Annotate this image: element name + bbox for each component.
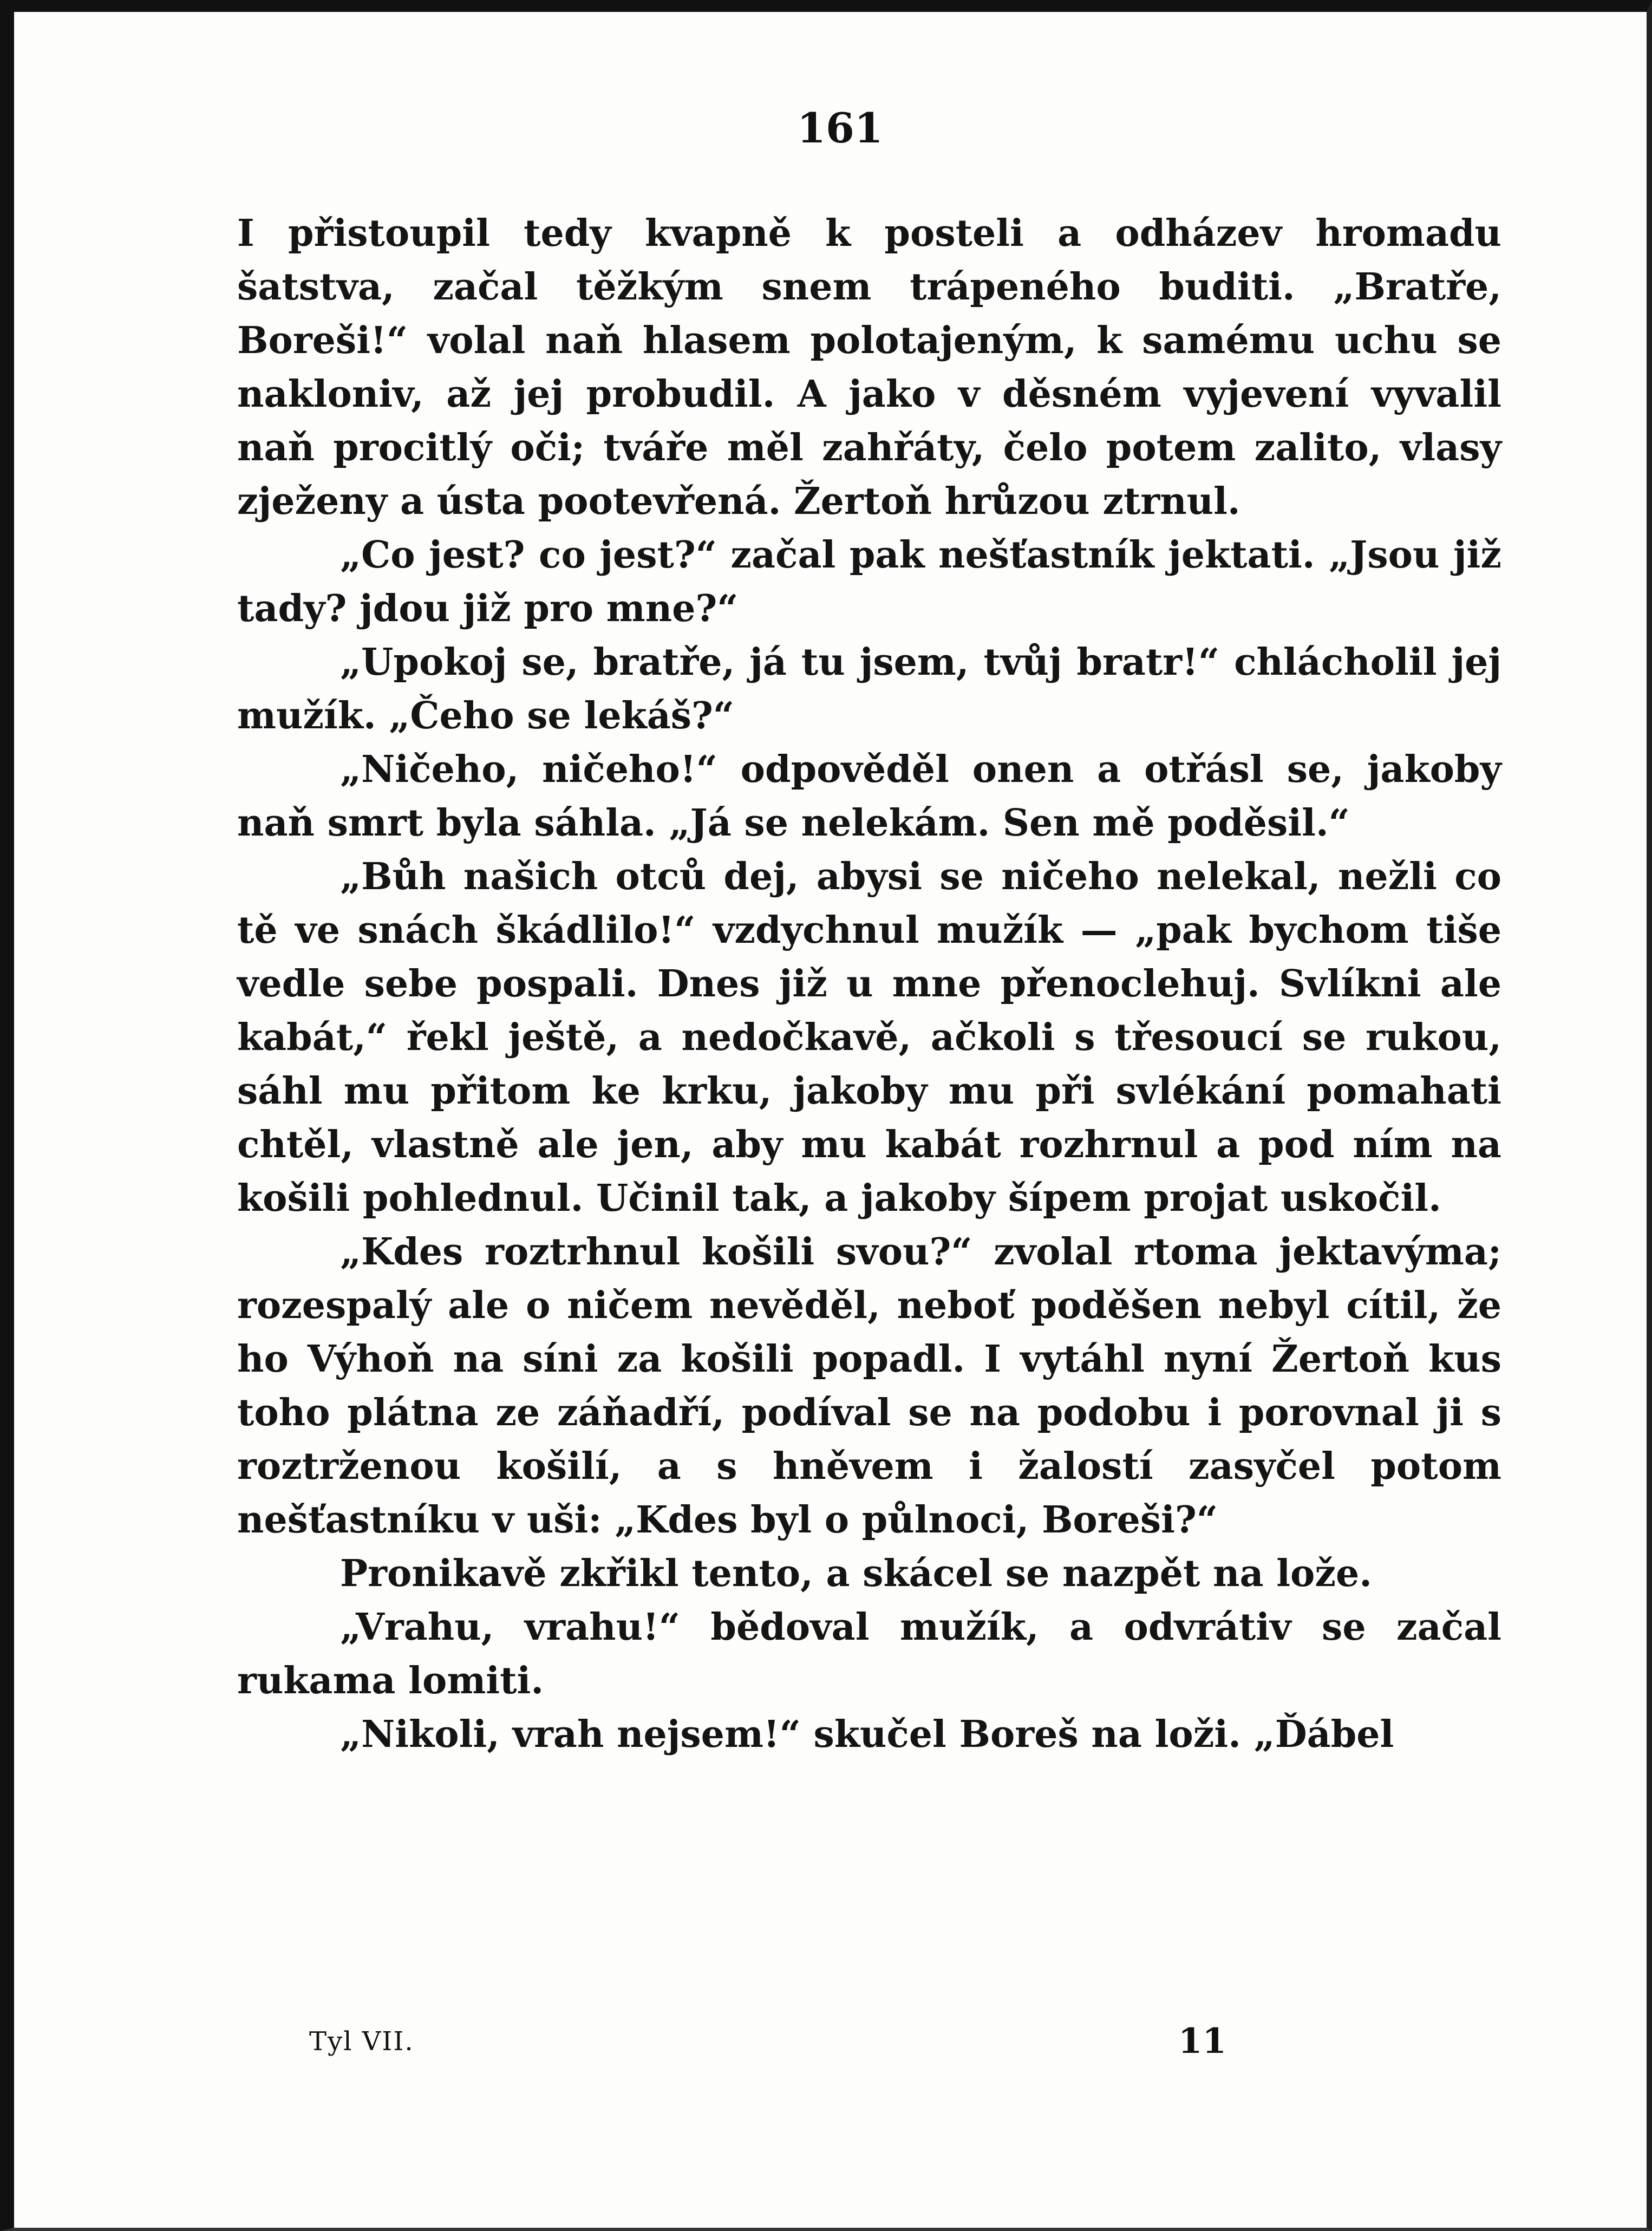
- paragraph: „Bůh našich otců dej, abysi se ničeho nelekal, nežli co tě ve snách škádlilo!“ vzdychnul mužík — „pak bychom tiše vedle sebe pospali. Dnes již u mne přenoclehuj. Svlíkni ale kabát,“ řekl ještě, a nedočkavě, ačkoli s třesoucí se rukou, sáhl mu přitom ke krku, jakoby mu při svlékání pomahati chtěl, vlastně ale jen, aby mu kabát rozhrnul a pod ním na košili pohlednul. Učinil tak, a jakoby šípem projat uskočil.: [237, 855, 1501, 1220]
- page-footer: [14, 2021, 1652, 2064]
- paragraph: „Kdes roztrhnul košili svou?“ zvolal rtoma jektavýma; rozespalý ale o ničem nevěděl, neboť poděšen nebyl cítil, že ho Výhoň na síni za košili popadl. I vytáhl nyní Žertoň kus toho plátna ze záňadří, podíval se na podobu i porovnal ji s roztrženou košilí, a s hněvem i žalostí zasyčel potom nešťastníku v uši: „Kdes byl o půlnoci, Boreši?“: [237, 1230, 1501, 1542]
- paragraph: „Co jest? co jest?“ začal pak nešťastník jektati. „Jsou již tady? jdou již pro mne?“: [237, 533, 1501, 630]
- paragraph: „Vrahu, vrahu!“ bědoval mužík, a odvrátiv se začal rukama lomiti.: [237, 1606, 1501, 1702]
- paragraph: „Ničeho, ničeho!“ odpověděl onen a otřásl se, jakoby naň smrt byla sáhla. „Já se nelekám. Sen mě poděsil.“: [237, 748, 1501, 845]
- sheet-number: 11: [1178, 2021, 1227, 2062]
- paragraph: I přistoupil tedy kvapně k posteli a odházev hromadu šatstva, začal těžkým snem trápeného buditi. „Bratře, Boreši!“ volal naň hlasem polotajeným, k samému uchu se nakloniv, až jej probudil. A jako v děsném vyjevení vyvalil naň procitlý oči; tváře měl zahřáty, čelo potem zalito, vlasy zježeny a ústa pootevřená. Žertoň hrůzou ztrnul.: [237, 212, 1501, 523]
- paragraph: Pronikavě zkřikl tento, a skácel se nazpět na lože.: [340, 1552, 1372, 1595]
- paragraph: „Nikoli, vrah nejsem!“ skučel Boreš na loži. „Ďábel: [340, 1713, 1394, 1756]
- paragraph: „Upokoj se, bratře, já tu jsem, tvůj bratr!“ chlácholil jej mužík. „Čeho se lekáš?“: [237, 641, 1501, 738]
- body-text: [237, 207, 1501, 1762]
- signature-mark: Tyl VII.: [309, 2026, 414, 2057]
- page-number: 161: [797, 104, 883, 152]
